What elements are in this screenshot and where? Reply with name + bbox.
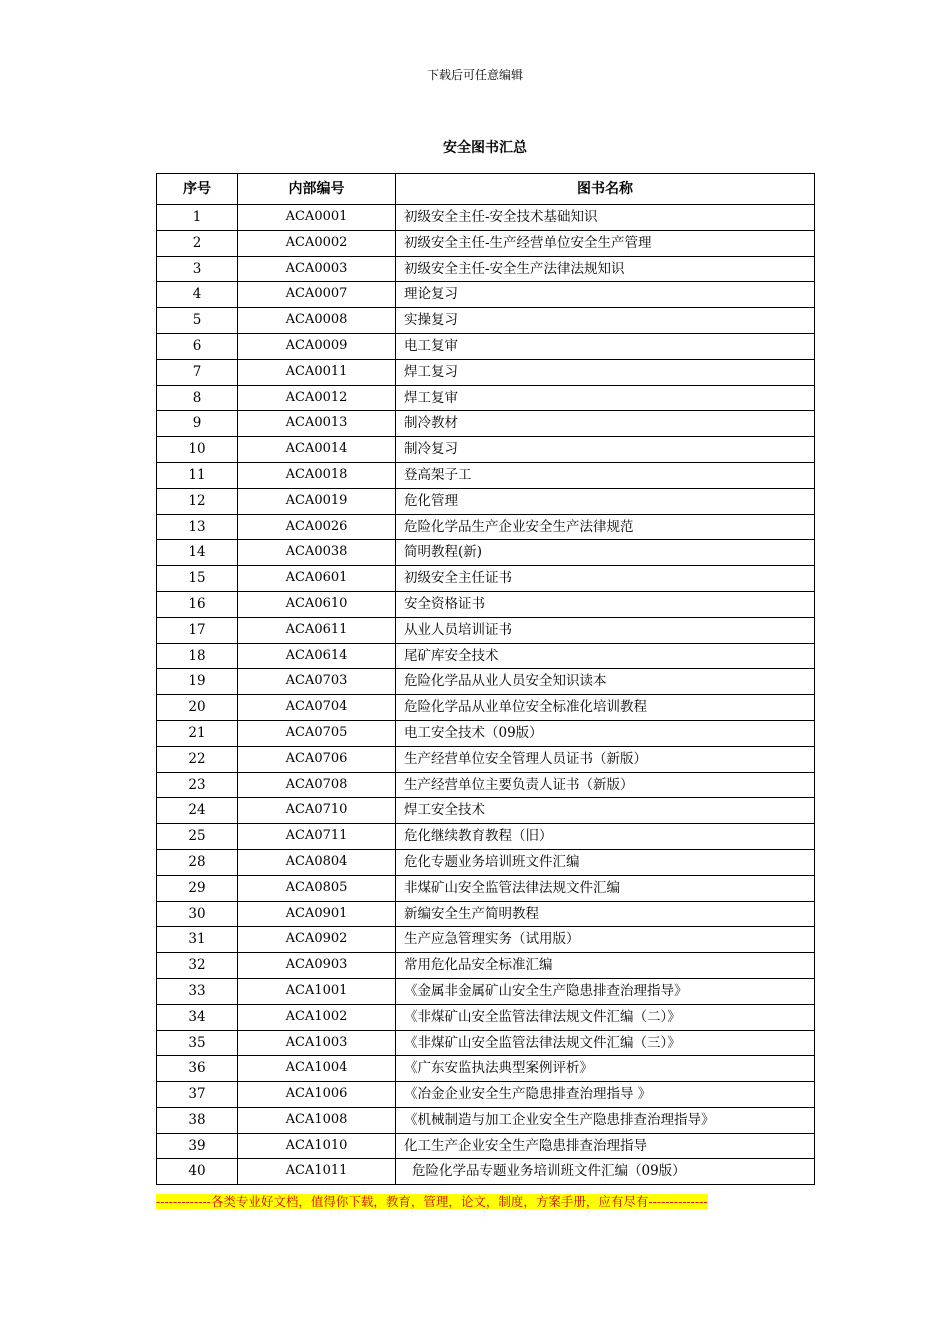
row-code: ACA0902 — [238, 927, 396, 953]
table-row — [157, 695, 815, 721]
footer-banner-text: -------------各类专业好文档，值得你下载，教育，管理，论文，制度，方案手册，应有尽有-------------- — [156, 1194, 708, 1209]
row-code: ACA1003 — [238, 1030, 396, 1056]
row-book-title: 常用危化品安全标准汇编 — [396, 953, 815, 979]
row-code: ACA0901 — [238, 901, 396, 927]
row-number: 23 — [157, 772, 238, 798]
row-number: 11 — [157, 462, 238, 488]
row-book-title: 制冷教材 — [396, 411, 815, 437]
row-book-title: 《非煤矿山安全监管法律法规文件汇编（三）》 — [396, 1030, 815, 1056]
row-number: 40 — [157, 1159, 238, 1185]
row-number: 7 — [157, 359, 238, 385]
row-number: 32 — [157, 953, 238, 979]
row-number: 25 — [157, 824, 238, 850]
row-book-title: 非煤矿山安全监管法律法规文件汇编 — [396, 875, 815, 901]
row-code: ACA1011 — [238, 1159, 396, 1185]
row-code: ACA0007 — [238, 282, 396, 308]
row-number: 30 — [157, 901, 238, 927]
row-number: 16 — [157, 591, 238, 617]
row-number: 31 — [157, 927, 238, 953]
table-row — [157, 669, 815, 695]
row-code: ACA1006 — [238, 1082, 396, 1108]
table-row — [157, 462, 815, 488]
row-number: 6 — [157, 333, 238, 359]
book-list-table — [156, 173, 815, 1185]
row-code: ACA0008 — [238, 308, 396, 334]
table-row — [157, 1107, 815, 1133]
table-row — [157, 256, 815, 282]
table-row — [157, 1133, 815, 1159]
table-row — [157, 488, 815, 514]
table-row — [157, 359, 815, 385]
row-code: ACA0012 — [238, 385, 396, 411]
row-code: ACA0601 — [238, 566, 396, 592]
row-book-title: 危险化学品生产企业安全生产法律规范 — [396, 514, 815, 540]
table-row — [157, 1056, 815, 1082]
row-code: ACA0611 — [238, 617, 396, 643]
row-code: ACA0011 — [238, 359, 396, 385]
table-row — [157, 824, 815, 850]
row-book-title: 初级安全主任证书 — [396, 566, 815, 592]
table-row — [157, 1159, 815, 1185]
row-code: ACA0804 — [238, 849, 396, 875]
row-book-title: 尾矿库安全技术 — [396, 643, 815, 669]
row-code: ACA1010 — [238, 1133, 396, 1159]
row-book-title: 理论复习 — [396, 282, 815, 308]
row-number: 2 — [157, 230, 238, 256]
row-code: ACA0614 — [238, 643, 396, 669]
row-book-title: 危化专题业务培训班文件汇编 — [396, 849, 815, 875]
table-row — [157, 901, 815, 927]
row-book-title: 《广东安监执法典型案例评析》 — [396, 1056, 815, 1082]
table-row — [157, 591, 815, 617]
table-row — [157, 746, 815, 772]
row-book-title: 新编安全生产简明教程 — [396, 901, 815, 927]
row-number: 19 — [157, 669, 238, 695]
row-number: 39 — [157, 1133, 238, 1159]
row-book-title: 从业人员培训证书 — [396, 617, 815, 643]
row-book-title: 焊工复审 — [396, 385, 815, 411]
table-row — [157, 875, 815, 901]
row-book-title: 初级安全主任-生产经营单位安全生产管理 — [396, 230, 815, 256]
row-number: 9 — [157, 411, 238, 437]
row-number: 18 — [157, 643, 238, 669]
row-code: ACA0026 — [238, 514, 396, 540]
row-code: ACA0018 — [238, 462, 396, 488]
table-row — [157, 566, 815, 592]
row-book-title: 实操复习 — [396, 308, 815, 334]
row-number: 14 — [157, 540, 238, 566]
row-number: 33 — [157, 978, 238, 1004]
table-row — [157, 514, 815, 540]
row-number: 29 — [157, 875, 238, 901]
row-number: 34 — [157, 1004, 238, 1030]
row-book-title: 登高架子工 — [396, 462, 815, 488]
column-header-code: 内部编号 — [238, 174, 396, 205]
row-code: ACA0706 — [238, 746, 396, 772]
footer-banner — [156, 1194, 756, 1209]
row-code: ACA0009 — [238, 333, 396, 359]
row-number: 28 — [157, 849, 238, 875]
table-row — [157, 798, 815, 824]
column-header-number: 序号 — [157, 174, 238, 205]
row-number: 38 — [157, 1107, 238, 1133]
table-header-row — [157, 174, 815, 205]
row-number: 1 — [157, 205, 238, 231]
row-number: 13 — [157, 514, 238, 540]
table-row — [157, 720, 815, 746]
row-book-title: 危险化学品专题业务培训班文件汇编（09版） — [396, 1159, 815, 1185]
row-number: 10 — [157, 437, 238, 463]
row-code: ACA1008 — [238, 1107, 396, 1133]
table-row — [157, 540, 815, 566]
row-code: ACA0708 — [238, 772, 396, 798]
row-number: 35 — [157, 1030, 238, 1056]
table-row — [157, 308, 815, 334]
row-number: 4 — [157, 282, 238, 308]
row-book-title: 初级安全主任-安全技术基础知识 — [396, 205, 815, 231]
row-book-title: 《金属非金属矿山安全生产隐患排查治理指导》 — [396, 978, 815, 1004]
row-number: 3 — [157, 256, 238, 282]
row-book-title: 焊工安全技术 — [396, 798, 815, 824]
header-note: 下载后可任意编辑 — [426, 68, 523, 82]
row-book-title: 焊工复习 — [396, 359, 815, 385]
table-row — [157, 282, 815, 308]
row-book-title: 危化管理 — [396, 488, 815, 514]
row-code: ACA1001 — [238, 978, 396, 1004]
table-row — [157, 1082, 815, 1108]
table-row — [157, 205, 815, 231]
row-code: ACA0001 — [238, 205, 396, 231]
table-row — [157, 953, 815, 979]
row-book-title: 电工安全技术（09版） — [396, 720, 815, 746]
row-code: ACA1002 — [238, 1004, 396, 1030]
row-code: ACA0805 — [238, 875, 396, 901]
row-book-title: 《冶金企业安全生产隐患排查治理指导 》 — [396, 1082, 815, 1108]
table-row — [157, 333, 815, 359]
table-row — [157, 411, 815, 437]
row-code: ACA0019 — [238, 488, 396, 514]
table-row — [157, 643, 815, 669]
row-number: 21 — [157, 720, 238, 746]
table-row — [157, 927, 815, 953]
row-code: ACA0705 — [238, 720, 396, 746]
row-book-title: 危险化学品从业单位安全标准化培训教程 — [396, 695, 815, 721]
row-number: 12 — [157, 488, 238, 514]
table-row — [157, 1030, 815, 1056]
row-book-title: 生产应急管理实务（试用版） — [396, 927, 815, 953]
row-number: 22 — [157, 746, 238, 772]
column-header-title: 图书名称 — [396, 174, 815, 205]
row-code: ACA0703 — [238, 669, 396, 695]
row-number: 20 — [157, 695, 238, 721]
row-number: 5 — [157, 308, 238, 334]
row-book-title: 危险化学品从业人员安全知识读本 — [396, 669, 815, 695]
document-title: 安全图书汇总 — [443, 140, 527, 156]
row-number: 15 — [157, 566, 238, 592]
row-number: 36 — [157, 1056, 238, 1082]
row-book-title: 生产经营单位安全管理人员证书（新版） — [396, 746, 815, 772]
table-row — [157, 617, 815, 643]
row-number: 37 — [157, 1082, 238, 1108]
row-code: ACA0014 — [238, 437, 396, 463]
row-code: ACA0610 — [238, 591, 396, 617]
table-row — [157, 385, 815, 411]
row-code: ACA0003 — [238, 256, 396, 282]
row-book-title: 《非煤矿山安全监管法律法规文件汇编（二）》 — [396, 1004, 815, 1030]
table-row — [157, 849, 815, 875]
row-number: 17 — [157, 617, 238, 643]
row-book-title: 安全资格证书 — [396, 591, 815, 617]
row-book-title: 《机械制造与加工企业安全生产隐患排查治理指导》 — [396, 1107, 815, 1133]
row-code: ACA0038 — [238, 540, 396, 566]
row-code: ACA0002 — [238, 230, 396, 256]
row-book-title: 初级安全主任-安全生产法律法规知识 — [396, 256, 815, 282]
row-code: ACA0903 — [238, 953, 396, 979]
row-book-title: 电工复审 — [396, 333, 815, 359]
row-number: 24 — [157, 798, 238, 824]
row-code: ACA0704 — [238, 695, 396, 721]
table-row — [157, 1004, 815, 1030]
row-book-title: 生产经营单位主要负责人证书（新版） — [396, 772, 815, 798]
row-code: ACA1004 — [238, 1056, 396, 1082]
table-row — [157, 978, 815, 1004]
row-book-title: 化工生产企业安全生产隐患排查治理指导 — [396, 1133, 815, 1159]
row-number: 8 — [157, 385, 238, 411]
row-book-title: 简明教程(新) — [396, 540, 815, 566]
row-code: ACA0710 — [238, 798, 396, 824]
table-row — [157, 230, 815, 256]
table-row — [157, 437, 815, 463]
row-book-title: 制冷复习 — [396, 437, 815, 463]
row-code: ACA0711 — [238, 824, 396, 850]
table-row — [157, 772, 815, 798]
row-book-title: 危化继续教育教程（旧） — [396, 824, 815, 850]
row-code: ACA0013 — [238, 411, 396, 437]
